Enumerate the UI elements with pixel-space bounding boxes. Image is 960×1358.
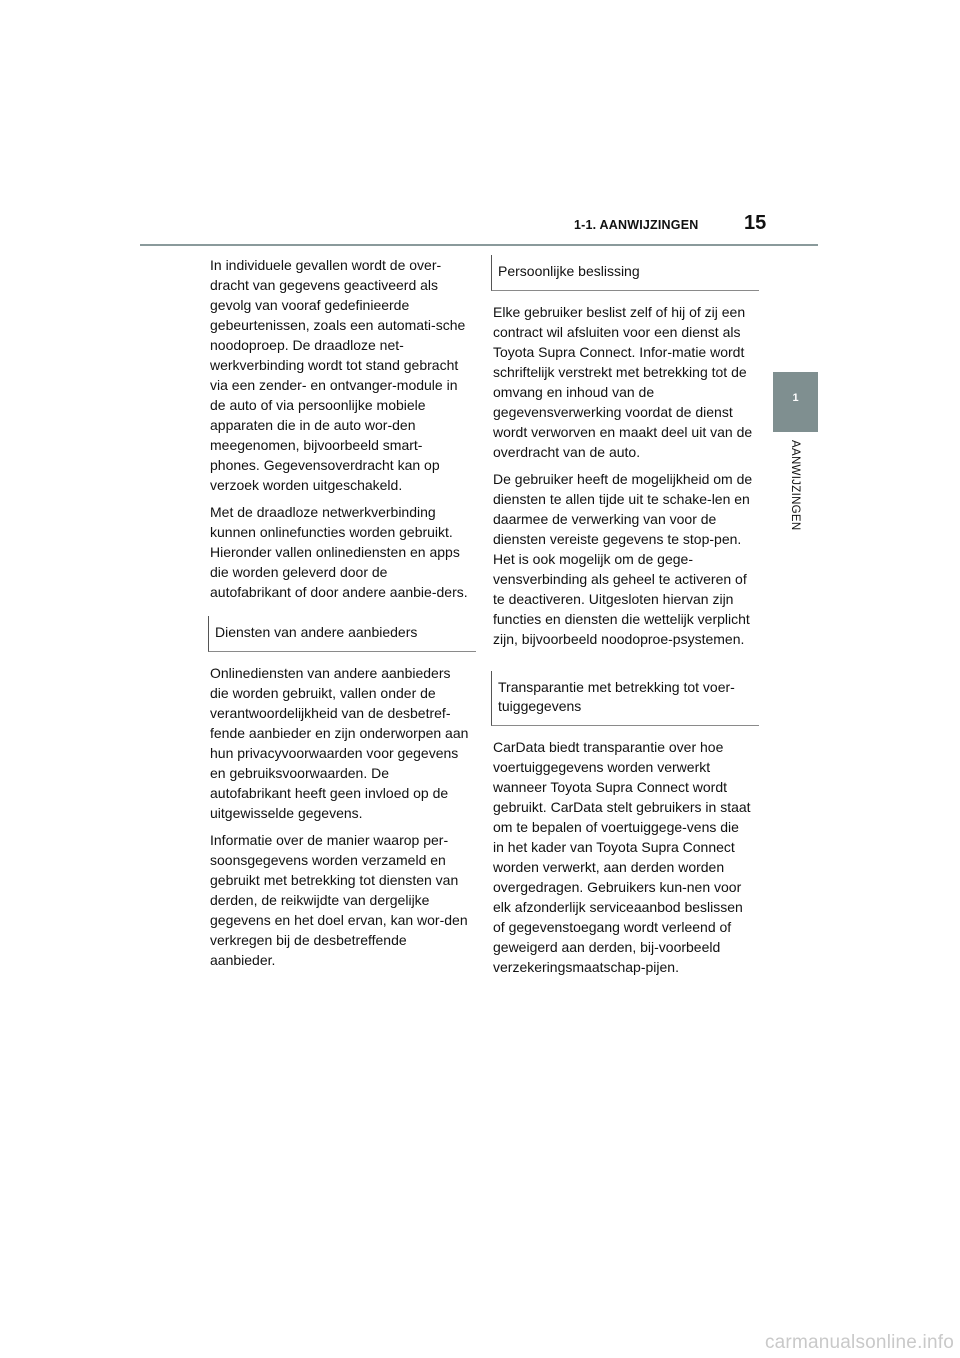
paragraph: Informatie over de manier waarop per-soonsgegevens worden verzameld en gebruikt met betrekking tot diensten van derden, de reikwijdte van dergelijke gegevens en het doel ervan, kan wor-den verkregen bij de desbetreffende aanbieder. [210, 832, 468, 968]
chapter-tab [773, 372, 818, 432]
watermark: carmanualsonline.info [764, 1332, 954, 1353]
subheading-vehicle-data-transparency: Transparantie met betrekking tot voer-tuiggegevens [491, 671, 759, 726]
subheading-other-providers: Diensten van andere aanbieders [208, 616, 476, 652]
section-title: 1-1. AANWIJZINGEN [574, 218, 699, 232]
header-divider [140, 244, 818, 246]
left-column [210, 255, 470, 977]
paragraph: Met de draadloze netwerkverbinding kunnen onlinefuncties worden gebruikt. Hieronder vallen onlinediensten en apps die worden geleverd door de autofabrikant of door andere aanbie-ders. [210, 504, 468, 600]
right-column [493, 255, 753, 984]
paragraph: CarData biedt transparantie over hoe voertuiggegevens worden verwerkt wanneer Toyota Supra Connect wordt gebruikt. CarData stelt gebruikers in staat om te bepalen of voertuiggege-vens die in het kader van Toyota Supra Connect worden verwerkt, aan derden worden overgedragen. Gebruikers kun-nen voor elk afzonderlijk serviceaanbod beslissen of gegevenstoegang wordt verleend of geweigerd aan derden, bij-voorbeeld verzekeringsmaatschap-pijen. [493, 739, 751, 975]
paragraph: Elke gebruiker beslist zelf of hij of zij een contract wil afsluiten voor een dienst als Toyota Supra Connect. Infor-matie wordt schriftelijk verstrekt met betrekking tot de omvang en inhoud van de gegevensverwerking voordat de dienst wordt verworven en maakt deel uit van de overdracht van de auto. [493, 304, 753, 460]
paragraph: Onlinediensten van andere aanbieders die worden gebruikt, vallen onder de verantwoordelijkheid van de desbetref-fende aanbieder en zijn onderworpen aan hun privacyvoorwaarden voor gegevens en gebruiksvoorwaarden. De autofabrikant heeft geen invloed op de uitgewisselde gegevens. [210, 665, 469, 821]
chapter-tab-label: AANWIJZINGEN [789, 440, 801, 531]
paragraph: In individuele gevallen wordt de over-dracht van gegevens geactiveerd als gevolg van vooraf gedefinieerde gebeurtenissen, zoals een automati-sche noodoproep. De draadloze net-werkverbinding wordt tot stand gebracht via een zender- en ontvanger-module in de auto of via persoonlijke mobiele apparaten die in de auto wor-den meegenomen, bijvoorbeeld smart-phones. Gegevensoverdracht kan op verzoek worden uitgeschakeld. [210, 257, 466, 493]
subheading-personal-decision: Persoonlijke beslissing [491, 255, 759, 291]
paragraph: De gebruiker heeft de mogelijkheid om de diensten te allen tijde uit te schake-len en daarmee de verwerking van voor de diensten vereiste gegevens te stop-pen. Het is ook mogelijk om de gege-vensverbinding als geheel te activeren of te deactiveren. Uitgesloten hiervan zijn functies en diensten die wettelijk verplicht zijn, bijvoorbeeld noodoproe-psystemen. [493, 471, 753, 647]
page-number: 15 [744, 212, 767, 234]
chapter-tab-number: 1 [792, 392, 799, 404]
